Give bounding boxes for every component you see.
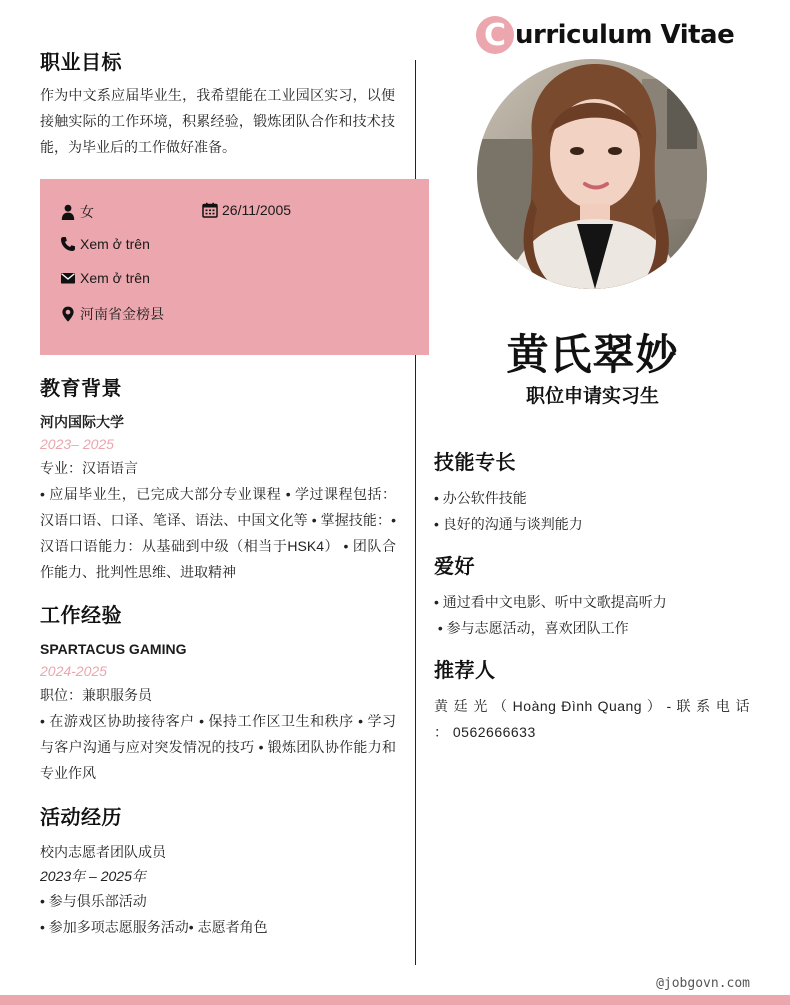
references-section — [434, 654, 750, 745]
mail-icon — [60, 270, 76, 286]
person-icon — [60, 204, 76, 220]
hobbies-section — [434, 550, 750, 641]
phone-value: Xem ở trên — [80, 236, 150, 252]
contact-address — [60, 304, 164, 324]
work-company: SPARTACUS GAMING — [40, 641, 187, 657]
activities-dates: 2023年 – 2025年 — [40, 868, 146, 884]
dob-value: 26/11/2005 — [222, 202, 292, 218]
cv-title — [476, 16, 734, 54]
email-value: Xem ở trên — [80, 270, 150, 286]
work-title: 工作经验 — [40, 605, 122, 627]
location-pin-icon — [60, 305, 76, 323]
skill-item: • 办公软件技能 — [434, 490, 527, 506]
activities-item: • 参加多项志愿服务活动• 志愿者角色 — [40, 919, 268, 935]
work-dates: 2024-2025 — [40, 663, 107, 679]
contact-gender — [60, 202, 94, 222]
education-title: 教育背景 — [40, 378, 122, 400]
work-role: 职位：兼职服务员 — [40, 687, 152, 703]
profile-photo — [477, 59, 707, 289]
objective-text: 作为中文系应届毕业生，我希望能在工业园区实习，以便接触实际的工作环境，积累经验，锻炼团队合作和技术技能，为毕业后的工作做好准备。 — [40, 87, 395, 155]
skills-section — [434, 446, 750, 537]
contact-phone — [60, 236, 150, 252]
cv-title-text: urriculum Vitae — [515, 20, 735, 50]
gender-value: 女 — [80, 204, 94, 220]
objective-title: 职业目标 — [40, 52, 122, 74]
education-dates: 2023– 2025 — [40, 436, 114, 452]
work-section — [40, 599, 396, 786]
education-major: 专业：汉语语言 — [40, 460, 138, 476]
hobby-item: • 通过看中文电影、听中文歌提高听力 — [434, 594, 667, 610]
education-section — [40, 372, 396, 585]
candidate-position: 职位申请实习生 — [525, 386, 659, 407]
education-details: • 应届毕业生，已完成大部分专业课程 • 学过课程包括：汉语口语、口译、笔译、语法、中国文化等 • 掌握技能：• 汉语口语能力：从基础到中级（相当于HSK4） • 团队合作能力、批判性思维、进取精神 — [40, 486, 396, 580]
contact-dob — [202, 202, 291, 218]
skill-item: • 良好的沟通与谈判能力 — [434, 516, 583, 532]
contact-box — [40, 179, 429, 355]
address-value: 河南省金榜县 — [80, 306, 164, 322]
calendar-icon — [202, 202, 218, 218]
education-school: 河内国际大学 — [40, 414, 124, 430]
bottom-accent-bar — [0, 995, 790, 1005]
watermark-text: @jobgovn.com — [656, 976, 750, 991]
work-details: • 在游戏区协助接待客户 • 保持工作区卫生和秩序 • 学习与客户沟通与应对突发情况的技巧 • 锻炼团队协作能力和专业作风 — [40, 713, 396, 781]
activities-section — [40, 801, 396, 940]
cv-title-initial: C — [476, 16, 514, 54]
activities-item: • 参与俱乐部活动 — [40, 893, 147, 909]
reference-contact: 黄 廷 光 （ Hoàng Đình Quang ） - 联 系 电 话 ： 0562666633 — [434, 698, 750, 740]
references-title: 推荐人 — [434, 660, 496, 682]
hobbies-title: 爱好 — [434, 556, 475, 578]
hobby-item: • 参与志愿活动，喜欢团队工作 — [434, 620, 629, 636]
phone-icon — [60, 236, 76, 252]
contact-email — [60, 270, 150, 286]
skills-title: 技能专长 — [434, 452, 516, 474]
candidate-name: 黄氏翠妙 — [506, 331, 679, 378]
activities-title: 活动经历 — [40, 807, 122, 829]
activities-org: 校内志愿者团队成员 — [40, 844, 166, 860]
